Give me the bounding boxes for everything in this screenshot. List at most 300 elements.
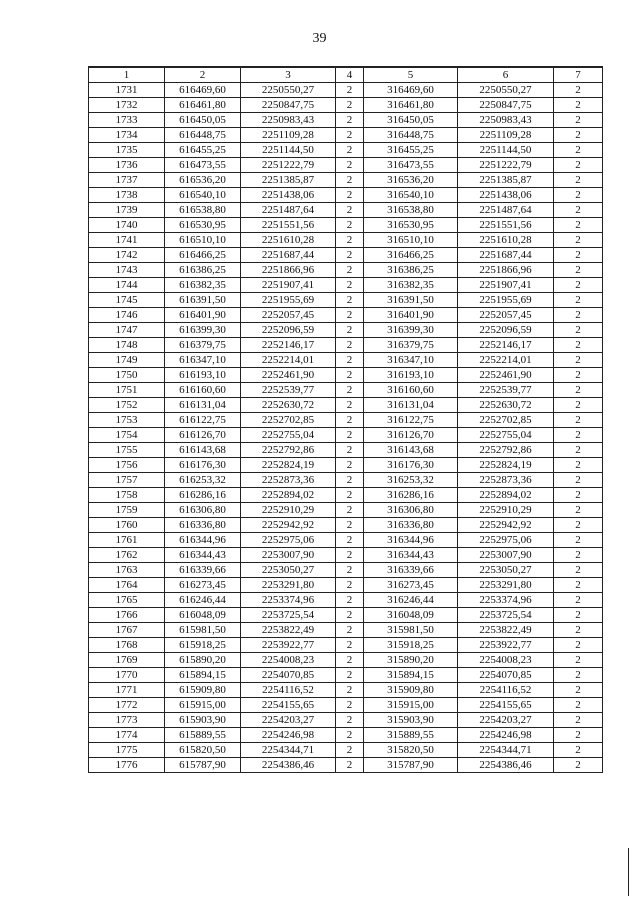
table-cell: 2 xyxy=(336,488,364,503)
column-header: 3 xyxy=(241,67,336,83)
table-row xyxy=(89,263,603,278)
table-cell: 2 xyxy=(336,548,364,563)
table-cell: 2 xyxy=(336,263,364,278)
table-row xyxy=(89,488,603,503)
table-cell: 2251687,44 xyxy=(241,248,336,263)
table-cell: 1733 xyxy=(89,113,165,128)
table-cell: 2252539,77 xyxy=(241,383,336,398)
table-cell: 2 xyxy=(336,608,364,623)
table-cell: 616344,96 xyxy=(165,533,241,548)
table-cell: 2252792,86 xyxy=(241,443,336,458)
table-cell: 1766 xyxy=(89,608,165,623)
table-body xyxy=(89,83,603,773)
table-cell: 2251222,79 xyxy=(458,158,554,173)
table-cell: 316347,10 xyxy=(364,353,458,368)
table-cell: 2 xyxy=(554,443,603,458)
table-cell: 2 xyxy=(554,248,603,263)
table-cell: 2252096,59 xyxy=(241,323,336,338)
table-cell: 2252755,04 xyxy=(458,428,554,443)
table-cell: 1754 xyxy=(89,428,165,443)
column-header: 1 xyxy=(89,67,165,83)
table-cell: 2 xyxy=(336,743,364,758)
table-cell: 316176,30 xyxy=(364,458,458,473)
table-cell: 2 xyxy=(554,503,603,518)
table-cell: 2252894,02 xyxy=(241,488,336,503)
table-cell: 2 xyxy=(336,428,364,443)
table-cell: 616160,60 xyxy=(165,383,241,398)
table-cell: 2251487,64 xyxy=(458,203,554,218)
table-cell: 2251866,96 xyxy=(458,263,554,278)
table-cell: 2251144,50 xyxy=(241,143,336,158)
table-cell: 2 xyxy=(554,218,603,233)
table-cell: 615889,55 xyxy=(165,728,241,743)
coordinates-table xyxy=(88,66,603,773)
table-cell: 2 xyxy=(554,668,603,683)
table-cell: 2253374,96 xyxy=(458,593,554,608)
table-row xyxy=(89,203,603,218)
table-cell: 316401,90 xyxy=(364,308,458,323)
table-cell: 2 xyxy=(554,653,603,668)
table-cell: 2 xyxy=(554,623,603,638)
table-cell: 2254155,65 xyxy=(458,698,554,713)
table-cell: 2 xyxy=(554,608,603,623)
table-cell: 2254246,98 xyxy=(241,728,336,743)
table-cell: 2 xyxy=(336,83,364,98)
table-cell: 2 xyxy=(554,128,603,143)
table-cell: 1744 xyxy=(89,278,165,293)
table-cell: 2 xyxy=(336,338,364,353)
table-row xyxy=(89,728,603,743)
table-cell: 2253922,77 xyxy=(458,638,554,653)
table-row xyxy=(89,638,603,653)
table-cell: 2 xyxy=(554,83,603,98)
table-cell: 1743 xyxy=(89,263,165,278)
table-cell: 2251907,41 xyxy=(458,278,554,293)
table-cell: 2 xyxy=(336,113,364,128)
table-cell: 2254203,27 xyxy=(241,713,336,728)
table-cell: 2253291,80 xyxy=(241,578,336,593)
table-cell: 1762 xyxy=(89,548,165,563)
table-cell: 316122,75 xyxy=(364,413,458,428)
table-cell: 616193,10 xyxy=(165,368,241,383)
table-cell: 2 xyxy=(554,203,603,218)
table-cell: 2251385,87 xyxy=(241,173,336,188)
table-cell: 2 xyxy=(554,563,603,578)
table-cell: 615820,50 xyxy=(165,743,241,758)
table-cell: 2251109,28 xyxy=(241,128,336,143)
table-cell: 2253725,54 xyxy=(458,608,554,623)
table-cell: 616386,25 xyxy=(165,263,241,278)
table-cell: 2 xyxy=(336,413,364,428)
table-cell: 2253007,90 xyxy=(241,548,336,563)
table-cell: 1752 xyxy=(89,398,165,413)
table-cell: 616399,30 xyxy=(165,323,241,338)
table-cell: 2252146,17 xyxy=(241,338,336,353)
table-cell: 2 xyxy=(336,293,364,308)
table-cell: 2251551,56 xyxy=(458,218,554,233)
table-row xyxy=(89,233,603,248)
table-cell: 2 xyxy=(336,368,364,383)
table-cell: 2 xyxy=(554,98,603,113)
table-cell: 2 xyxy=(554,413,603,428)
table-row xyxy=(89,143,603,158)
table-cell: 1774 xyxy=(89,728,165,743)
table-cell: 2252630,72 xyxy=(458,398,554,413)
table-cell: 2 xyxy=(336,353,364,368)
table-cell: 616391,50 xyxy=(165,293,241,308)
table-row xyxy=(89,278,603,293)
table-cell: 2 xyxy=(554,638,603,653)
table-cell: 1770 xyxy=(89,668,165,683)
table-cell: 2252539,77 xyxy=(458,383,554,398)
table-cell: 1769 xyxy=(89,653,165,668)
table-cell: 1761 xyxy=(89,533,165,548)
table-row xyxy=(89,113,603,128)
table-cell: 2 xyxy=(554,518,603,533)
table-cell: 1732 xyxy=(89,98,165,113)
table-row xyxy=(89,593,603,608)
table-cell: 2251907,41 xyxy=(241,278,336,293)
table-cell: 316379,75 xyxy=(364,338,458,353)
table-header-row xyxy=(89,67,603,83)
table-cell: 1731 xyxy=(89,83,165,98)
table-cell: 1753 xyxy=(89,413,165,428)
table-row xyxy=(89,473,603,488)
table-cell: 2254070,85 xyxy=(458,668,554,683)
table-cell: 316399,30 xyxy=(364,323,458,338)
table-row xyxy=(89,458,603,473)
table-cell: 2251144,50 xyxy=(458,143,554,158)
table-cell: 1749 xyxy=(89,353,165,368)
table-row xyxy=(89,608,603,623)
table-cell: 2252942,92 xyxy=(458,518,554,533)
table-cell: 2252146,17 xyxy=(458,338,554,353)
table-cell: 616126,70 xyxy=(165,428,241,443)
table-cell: 2251955,69 xyxy=(458,293,554,308)
table-cell: 316126,70 xyxy=(364,428,458,443)
table-cell: 2 xyxy=(336,623,364,638)
table-cell: 316455,25 xyxy=(364,143,458,158)
table-cell: 1736 xyxy=(89,158,165,173)
table-cell: 615918,25 xyxy=(165,638,241,653)
table-cell: 2 xyxy=(554,548,603,563)
table-cell: 2 xyxy=(336,533,364,548)
table-cell: 1740 xyxy=(89,218,165,233)
table-cell: 616455,25 xyxy=(165,143,241,158)
table-cell: 2 xyxy=(554,353,603,368)
table-cell: 2252057,45 xyxy=(241,308,336,323)
table-cell: 2 xyxy=(336,203,364,218)
table-cell: 2252975,06 xyxy=(241,533,336,548)
table-cell: 2 xyxy=(554,713,603,728)
table-cell: 316143,68 xyxy=(364,443,458,458)
table-row xyxy=(89,698,603,713)
table-cell: 2 xyxy=(554,263,603,278)
table-row xyxy=(89,158,603,173)
table-cell: 2 xyxy=(336,143,364,158)
table-cell: 616461,80 xyxy=(165,98,241,113)
table-cell: 2254344,71 xyxy=(458,743,554,758)
table-cell: 2 xyxy=(336,278,364,293)
table-cell: 315903,90 xyxy=(364,713,458,728)
table-row xyxy=(89,368,603,383)
table-cell: 616344,43 xyxy=(165,548,241,563)
table-cell: 615894,15 xyxy=(165,668,241,683)
table-cell: 2 xyxy=(554,398,603,413)
table-cell: 616530,95 xyxy=(165,218,241,233)
table-cell: 1776 xyxy=(89,758,165,773)
table-cell: 2 xyxy=(554,308,603,323)
table-cell: 1755 xyxy=(89,443,165,458)
table-cell: 615981,50 xyxy=(165,623,241,638)
table-cell: 2252910,29 xyxy=(241,503,336,518)
table-row xyxy=(89,578,603,593)
table-cell: 316382,35 xyxy=(364,278,458,293)
table-cell: 616510,10 xyxy=(165,233,241,248)
table-cell: 2254203,27 xyxy=(458,713,554,728)
table-cell: 316391,50 xyxy=(364,293,458,308)
table-cell: 2 xyxy=(336,128,364,143)
table-cell: 1747 xyxy=(89,323,165,338)
table-cell: 316131,04 xyxy=(364,398,458,413)
table-cell: 616246,44 xyxy=(165,593,241,608)
table-cell: 2251385,87 xyxy=(458,173,554,188)
table-cell: 615787,90 xyxy=(165,758,241,773)
table-row xyxy=(89,758,603,773)
table-cell: 2 xyxy=(336,383,364,398)
table-cell: 2252910,29 xyxy=(458,503,554,518)
table-row xyxy=(89,98,603,113)
table-cell: 615890,20 xyxy=(165,653,241,668)
table-cell: 1734 xyxy=(89,128,165,143)
table-cell: 616336,80 xyxy=(165,518,241,533)
table-cell: 2254008,23 xyxy=(241,653,336,668)
table-cell: 2 xyxy=(336,323,364,338)
table-cell: 1775 xyxy=(89,743,165,758)
table-cell: 2254386,46 xyxy=(241,758,336,773)
table-cell: 616273,45 xyxy=(165,578,241,593)
table-cell: 2252630,72 xyxy=(241,398,336,413)
table-cell: 2253374,96 xyxy=(241,593,336,608)
table-row xyxy=(89,443,603,458)
table-cell: 2 xyxy=(336,398,364,413)
table-cell: 316510,10 xyxy=(364,233,458,248)
table-cell: 316306,80 xyxy=(364,503,458,518)
table-row xyxy=(89,188,603,203)
table-cell: 2 xyxy=(336,593,364,608)
table-cell: 2253822,49 xyxy=(241,623,336,638)
table-cell: 616469,60 xyxy=(165,83,241,98)
table-cell: 2251109,28 xyxy=(458,128,554,143)
table-cell: 2253922,77 xyxy=(241,638,336,653)
table-cell: 2 xyxy=(554,698,603,713)
table-cell: 1764 xyxy=(89,578,165,593)
table-cell: 2 xyxy=(336,728,364,743)
table-cell: 2 xyxy=(554,368,603,383)
table-cell: 616131,04 xyxy=(165,398,241,413)
table-cell: 616048,09 xyxy=(165,608,241,623)
table-row xyxy=(89,518,603,533)
table-cell: 2250847,75 xyxy=(241,98,336,113)
table-cell: 2 xyxy=(554,743,603,758)
table-cell: 2252942,92 xyxy=(241,518,336,533)
table-cell: 2253050,27 xyxy=(458,563,554,578)
table-cell: 315787,90 xyxy=(364,758,458,773)
table-cell: 616382,35 xyxy=(165,278,241,293)
table-row xyxy=(89,248,603,263)
table-cell: 2 xyxy=(554,428,603,443)
table-cell: 316339,66 xyxy=(364,563,458,578)
table-cell: 316344,43 xyxy=(364,548,458,563)
table-row xyxy=(89,353,603,368)
table-cell: 2252975,06 xyxy=(458,533,554,548)
table-cell: 2251222,79 xyxy=(241,158,336,173)
table-cell: 315890,20 xyxy=(364,653,458,668)
table-cell: 2 xyxy=(554,533,603,548)
table-cell: 2 xyxy=(336,233,364,248)
table-cell: 2252057,45 xyxy=(458,308,554,323)
table-cell: 616466,25 xyxy=(165,248,241,263)
table-row xyxy=(89,623,603,638)
table-cell: 1745 xyxy=(89,293,165,308)
table-row xyxy=(89,428,603,443)
table-cell: 1767 xyxy=(89,623,165,638)
table-cell: 2 xyxy=(554,338,603,353)
table-cell: 316386,25 xyxy=(364,263,458,278)
table-cell: 1750 xyxy=(89,368,165,383)
table-cell: 2 xyxy=(336,308,364,323)
table-cell: 316336,80 xyxy=(364,518,458,533)
table-cell: 2 xyxy=(554,728,603,743)
table-cell: 2 xyxy=(554,578,603,593)
table-cell: 2252096,59 xyxy=(458,323,554,338)
column-header: 6 xyxy=(458,67,554,83)
table-cell: 2252824,19 xyxy=(458,458,554,473)
table-cell: 616286,16 xyxy=(165,488,241,503)
table-cell: 1773 xyxy=(89,713,165,728)
table-cell: 316160,60 xyxy=(364,383,458,398)
table-cell: 2 xyxy=(336,563,364,578)
table-cell: 616122,75 xyxy=(165,413,241,428)
table-row xyxy=(89,713,603,728)
table-cell: 315909,80 xyxy=(364,683,458,698)
table-row xyxy=(89,293,603,308)
table-cell: 316193,10 xyxy=(364,368,458,383)
table-cell: 2252873,36 xyxy=(241,473,336,488)
table-cell: 1768 xyxy=(89,638,165,653)
table-cell: 2250847,75 xyxy=(458,98,554,113)
table-cell: 316469,60 xyxy=(364,83,458,98)
table-cell: 2252461,90 xyxy=(241,368,336,383)
table-cell: 2251610,28 xyxy=(241,233,336,248)
table-cell: 2 xyxy=(336,443,364,458)
column-header: 5 xyxy=(364,67,458,83)
table-cell: 316246,44 xyxy=(364,593,458,608)
table-cell: 2252702,85 xyxy=(241,413,336,428)
table-row xyxy=(89,83,603,98)
table-cell: 316450,05 xyxy=(364,113,458,128)
table-cell: 316344,96 xyxy=(364,533,458,548)
table-cell: 2252824,19 xyxy=(241,458,336,473)
table-cell: 1765 xyxy=(89,593,165,608)
table-row xyxy=(89,338,603,353)
table-cell: 2 xyxy=(336,653,364,668)
table-cell: 316448,75 xyxy=(364,128,458,143)
table-cell: 616473,55 xyxy=(165,158,241,173)
table-cell: 2251438,06 xyxy=(241,188,336,203)
table-cell: 2253725,54 xyxy=(241,608,336,623)
table-cell: 316048,09 xyxy=(364,608,458,623)
table-cell: 315889,55 xyxy=(364,728,458,743)
table-cell: 2252792,86 xyxy=(458,443,554,458)
table-cell: 1759 xyxy=(89,503,165,518)
table-cell: 2252702,85 xyxy=(458,413,554,428)
table-cell: 2 xyxy=(554,383,603,398)
table-cell: 2 xyxy=(336,578,364,593)
table-cell: 316461,80 xyxy=(364,98,458,113)
table-cell: 2 xyxy=(336,668,364,683)
column-header: 4 xyxy=(336,67,364,83)
table-cell: 1771 xyxy=(89,683,165,698)
table-row xyxy=(89,218,603,233)
table-cell: 2 xyxy=(336,173,364,188)
table-cell: 2 xyxy=(554,188,603,203)
table-cell: 1756 xyxy=(89,458,165,473)
table-row xyxy=(89,398,603,413)
table-cell: 2253822,49 xyxy=(458,623,554,638)
table-row xyxy=(89,128,603,143)
table-cell: 2 xyxy=(554,473,603,488)
table-cell: 316273,45 xyxy=(364,578,458,593)
table-cell: 2 xyxy=(336,158,364,173)
table-row xyxy=(89,308,603,323)
table-cell: 316540,10 xyxy=(364,188,458,203)
table-cell: 1746 xyxy=(89,308,165,323)
table-cell: 2254246,98 xyxy=(458,728,554,743)
table-cell: 2254116,52 xyxy=(241,683,336,698)
table-cell: 316466,25 xyxy=(364,248,458,263)
table-cell: 2 xyxy=(554,113,603,128)
table-cell: 616379,75 xyxy=(165,338,241,353)
table-cell: 316538,80 xyxy=(364,203,458,218)
table-cell: 1763 xyxy=(89,563,165,578)
table-cell: 1739 xyxy=(89,203,165,218)
table-cell: 2 xyxy=(554,758,603,773)
table-cell: 2252894,02 xyxy=(458,488,554,503)
table-cell: 615903,90 xyxy=(165,713,241,728)
table-cell: 615915,00 xyxy=(165,698,241,713)
table-cell: 2251551,56 xyxy=(241,218,336,233)
table-row xyxy=(89,743,603,758)
table-cell: 2254116,52 xyxy=(458,683,554,698)
table-cell: 2 xyxy=(554,143,603,158)
table-cell: 616253,32 xyxy=(165,473,241,488)
table-cell: 2251955,69 xyxy=(241,293,336,308)
table-cell: 1751 xyxy=(89,383,165,398)
table-cell: 2 xyxy=(336,188,364,203)
table-row xyxy=(89,653,603,668)
table-cell: 616450,05 xyxy=(165,113,241,128)
table-cell: 2 xyxy=(554,593,603,608)
table-row xyxy=(89,383,603,398)
table-cell: 2254008,23 xyxy=(458,653,554,668)
table-cell: 1760 xyxy=(89,518,165,533)
table-cell: 2 xyxy=(554,293,603,308)
table-cell: 2 xyxy=(336,503,364,518)
table-cell: 2254344,71 xyxy=(241,743,336,758)
table-cell: 2250550,27 xyxy=(458,83,554,98)
table-cell: 2254070,85 xyxy=(241,668,336,683)
